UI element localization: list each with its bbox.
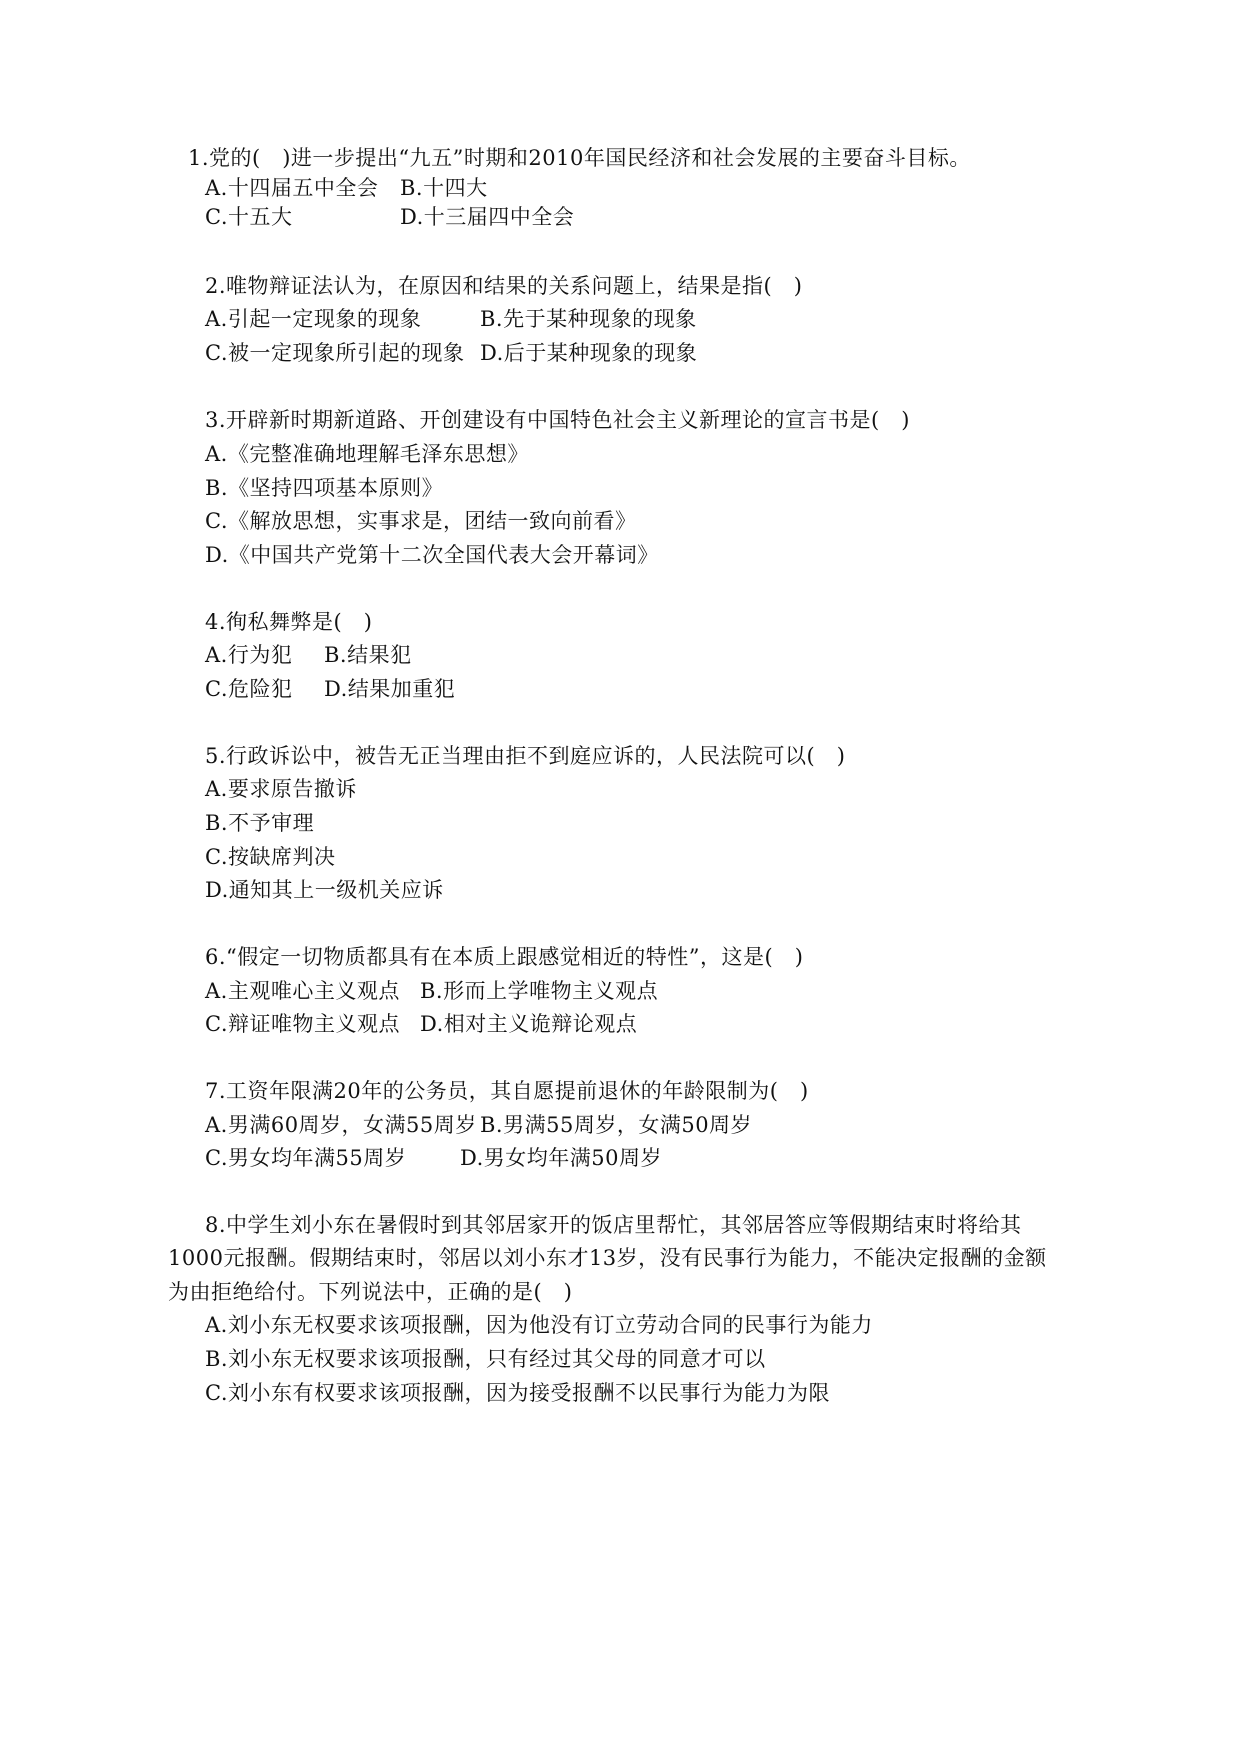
question-2-option-d: D.后于某种现象的现象: [480, 341, 698, 365]
question-5-stem: 5.行政诉讼中，被告无正当理由拒不到庭应诉的，人民法院可以( ): [205, 744, 846, 768]
question-6-stem: 6.“假定一切物质都具有在本质上跟感觉相近的特性”，这是( ): [205, 945, 804, 969]
question-1-option-b: B.十四大: [400, 176, 488, 200]
question-5-option-b: B.不予审理: [205, 811, 315, 835]
question-6-option-b: B.形而上学唯物主义观点: [420, 979, 659, 1003]
question-1-stem: 1.党的( )进一步提出“九五”时期和2010年国民经济和社会发展的主要奋斗目标。: [188, 146, 971, 170]
question-8-option-b: B.刘小东无权要求该项报酬，只有经过其父母的同意才可以: [205, 1347, 766, 1371]
question-5-option-a: A.要求原告撤诉: [205, 777, 357, 801]
question-2-option-c: C.被一定现象所引起的现象: [205, 341, 465, 365]
question-8-option-a: A.刘小东无权要求该项报酬，因为他没有订立劳动合同的民事行为能力: [205, 1313, 873, 1337]
question-7-stem: 7.工资年限满20年的公务员，其自愿提前退休的年龄限制为( ): [205, 1079, 809, 1103]
question-7-option-d: D.男女均年满50周岁: [460, 1146, 662, 1170]
question-1-option-a: A.十四届五中全会: [205, 176, 379, 200]
question-3-option-d: D.《中国共产党第十二次全国代表大会开幕词》: [205, 543, 659, 567]
question-5-option-d: D.通知其上一级机关应诉: [205, 878, 444, 902]
question-3-option-b: B.《坚持四项基本原则》: [205, 476, 444, 500]
question-1-option-c: C.十五大: [205, 205, 293, 229]
question-6-option-a: A.主观唯心主义观点: [205, 979, 400, 1003]
question-7-option-b: B.男满55周岁，女满50周岁: [480, 1113, 753, 1137]
question-3-stem: 3.开辟新时期新道路、开创建设有中国特色社会主义新理论的宣言书是( ): [205, 408, 910, 432]
question-8-stem-line-3: 为由拒绝给付。下列说法中，正确的是( ): [168, 1280, 573, 1304]
question-2-stem: 2.唯物辩证法认为，在原因和结果的关系问题上，结果是指( ): [205, 274, 803, 298]
question-6-option-c: C.辩证唯物主义观点: [205, 1012, 400, 1036]
question-4-stem: 4.徇私舞弊是( ): [205, 610, 373, 634]
question-4-option-c: C.危险犯: [205, 677, 293, 701]
question-7-option-a: A.男满60周岁，女满55周岁: [205, 1113, 477, 1137]
question-7-option-c: C.男女均年满55周岁: [205, 1146, 407, 1170]
question-4-option-b: B.结果犯: [324, 643, 412, 667]
question-6-option-d: D.相对主义诡辩论观点: [420, 1012, 638, 1036]
question-3-option-c: C.《解放思想，实事求是，团结一致向前看》: [205, 509, 637, 533]
question-8-stem-line-2: 1000元报酬。假期结束时，邻居以刘小东才13岁，没有民事行为能力，不能决定报酬的金额: [168, 1246, 1047, 1270]
question-8-stem-line-1: 8.中学生刘小东在暑假时到其邻居家开的饭店里帮忙，其邻居答应等假期结束时将给其: [205, 1213, 1022, 1237]
question-4-option-d: D.结果加重犯: [324, 677, 456, 701]
question-8-option-c: C.刘小东有权要求该项报酬，因为接受报酬不以民事行为能力为限: [205, 1381, 830, 1405]
question-2-option-a: A.引起一定现象的现象: [205, 307, 422, 331]
question-3-option-a: A.《完整准确地理解毛泽东思想》: [205, 442, 529, 466]
question-1-option-d: D.十三届四中全会: [400, 205, 575, 229]
question-4-option-a: A.行为犯: [205, 643, 293, 667]
question-2-option-b: B.先于某种现象的现象: [480, 307, 697, 331]
question-5-option-c: C.按缺席判决: [205, 845, 336, 869]
